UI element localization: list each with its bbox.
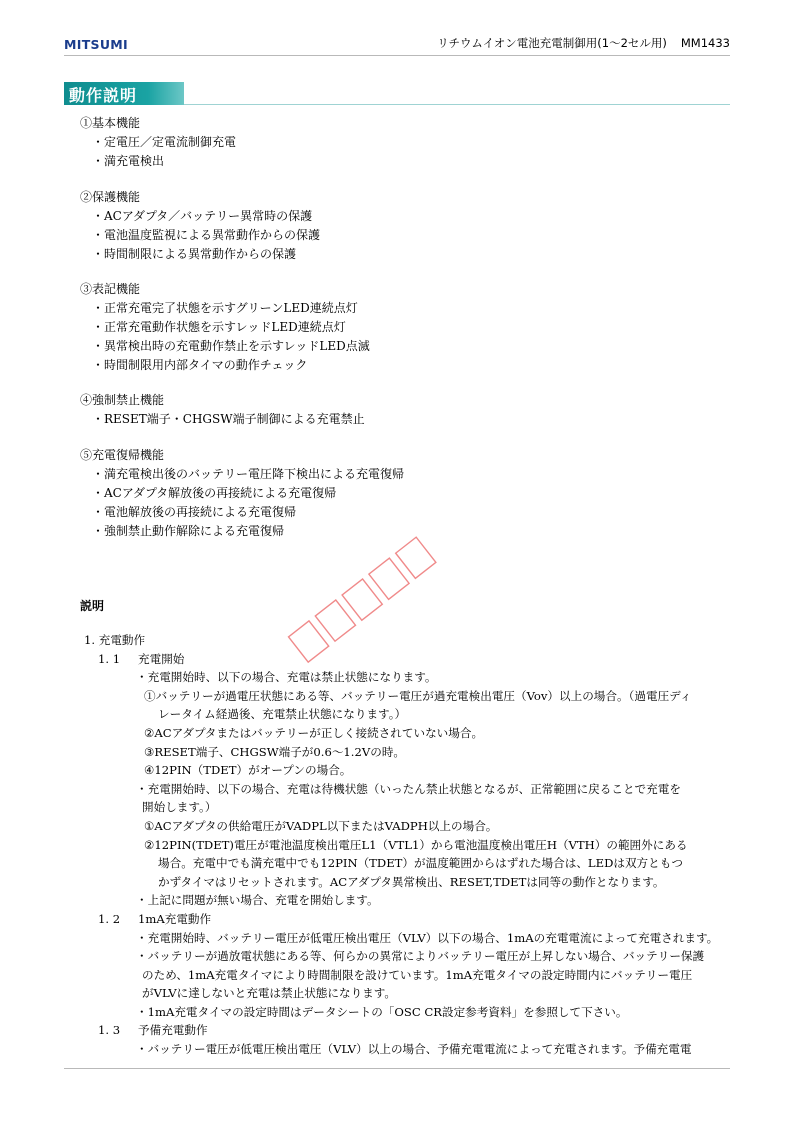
paragraph: ・バッテリーが過放電状態にある等、何らかの異常によりバッテリー電圧が上昇しない場合、バッテリー保護 (136, 949, 705, 964)
subsection-heading (84, 910, 732, 929)
header-divider (64, 55, 730, 56)
feature-item: ・ACアダプタ解放後の再接続による充電復帰 (92, 486, 337, 500)
explanation-heading: 説明 (80, 599, 105, 613)
feature-block-basic (80, 114, 236, 171)
paragraph: ③RESET端子、CHGSW端子が0.6〜1.2Vの時。 (144, 744, 406, 759)
subsection-title: 1mA充電動作 (138, 911, 212, 926)
paragraph: ①ACアダプタの供給電圧がVADPL以下またはVADPH以上の場合。 (144, 818, 498, 833)
feature-item: ・満充電検出後のバッテリー電圧降下検出による充電復帰 (92, 467, 405, 481)
paragraph: ・上記に問題が無い場合、充電を開始します。 (136, 893, 379, 908)
feature-item: ・満充電検出 (92, 154, 165, 168)
feature-block-display (80, 280, 370, 375)
header-model-number: MM1433 (680, 36, 730, 50)
section-title: 動作説明 (69, 86, 138, 105)
paragraph: 場合。充電中でも満充電中でも12PIN（TDET）が温度範囲からはずれた場合は、LEDは双方ともつ (158, 856, 683, 871)
subsection-title: 充電開始 (138, 651, 185, 666)
feature-heading: ②保護機能 (80, 190, 141, 204)
feature-item: ・時間制限用内部タイマの動作チェック (92, 358, 308, 372)
feature-item: ・定電圧／定電流制御充電 (92, 135, 237, 149)
feature-item: ・異常検出時の充電動作禁止を示すレッドLED点滅 (92, 339, 370, 353)
paragraph: ④12PIN（TDET）がオープンの場合。 (144, 763, 352, 778)
paragraph: のため、1mA充電タイマにより時間制限を設けています。1mA充電タイマの設定時間内にバッテリー電圧 (142, 967, 693, 982)
subsection-number: 1. 2 (98, 911, 121, 926)
document-header-title (437, 35, 730, 51)
subsection-heading (84, 650, 732, 669)
paragraph: ②ACアダプタまたはバッテリーが正しく接続されていない場合。 (144, 725, 484, 740)
section-underline (184, 104, 730, 105)
paragraph: ①バッテリーが過電圧状態にある等、バッテリー電圧が過充電検出電圧（Vov）以上の場合。（過電圧ディ (144, 688, 692, 703)
feature-heading: ⑤充電復帰機能 (80, 448, 165, 462)
subsection-number: 1. 3 (98, 1023, 121, 1038)
subsection-heading (84, 1021, 732, 1040)
subsection-title: 予備充電動作 (138, 1023, 208, 1038)
feature-heading: ④強制禁止機能 (80, 393, 165, 407)
feature-item: ・電池温度監視による異常動作からの保護 (92, 228, 321, 242)
paragraph: 開始します。） (142, 800, 217, 815)
feature-block-recovery (80, 446, 404, 541)
explanation-body (84, 631, 732, 1059)
footer-divider (64, 1068, 730, 1069)
feature-item: ・正常充電完了状態を示すグリーンLED連続点灯 (92, 301, 358, 315)
feature-heading: ③表記機能 (80, 282, 141, 296)
paragraph: がVLVに達しないと充電は禁止状態になります。 (142, 986, 397, 1001)
paragraph: ・充電開始時、バッテリー電圧が低電圧検出電圧（VLV）以下の場合、1mAの充電電流によって充電されます。 (136, 930, 719, 945)
feature-item: ・時間制限による異常動作からの保護 (92, 247, 297, 261)
section-heading-charging: 1. 充電動作 (84, 633, 146, 647)
paragraph: レータイム経過後、充電禁止状態になります。） (158, 707, 407, 722)
paragraph: ・1mA充電タイマの設定時間はデータシートの「OSC CR設定参考資料」を参照して下さい。 (136, 1004, 628, 1019)
feature-item: ・RESET端子・CHGSW端子制御による充電禁止 (92, 412, 365, 426)
feature-item: ・強制禁止動作解除による充電復帰 (92, 524, 285, 538)
paragraph: ②12PIN(TDET)電圧が電池温度検出電圧L1（VTL1）から電池温度検出電圧H（VTH）の範囲外にある (144, 837, 688, 852)
feature-item: ・電池解放後の再接続による充電復帰 (92, 505, 297, 519)
header-title-text: リチウムイオン電池充電制御用(1〜2セル用) (437, 36, 667, 50)
paragraph: ・充電開始時、以下の場合、充電は禁止状態になります。 (136, 670, 437, 685)
feature-block-protection (80, 188, 320, 264)
feature-block-forced-inhibit (80, 391, 365, 429)
paragraph: ・充電開始時、以下の場合、充電は待機状態（いったん禁止状態となるが、正常範囲に戻ることで充電を (136, 781, 681, 796)
mitsumi-logo: MITSUMI (64, 37, 128, 52)
paragraph: かずタイマはリセットされます。ACアダプタ異常検出、RESET,TDETは同等の動作となります。 (158, 874, 665, 889)
paragraph: ・バッテリー電圧が低電圧検出電圧（VLV）以上の場合、予備充電電流によって充電されます。予備充電電 (136, 1042, 692, 1057)
feature-heading: ①基本機能 (80, 116, 141, 130)
feature-item: ・正常充電動作状態を示すレッドLED連続点灯 (92, 320, 346, 334)
subsection-number: 1. 1 (98, 651, 121, 666)
feature-item: ・ACアダプタ／バッテリー異常時の保護 (92, 209, 313, 223)
